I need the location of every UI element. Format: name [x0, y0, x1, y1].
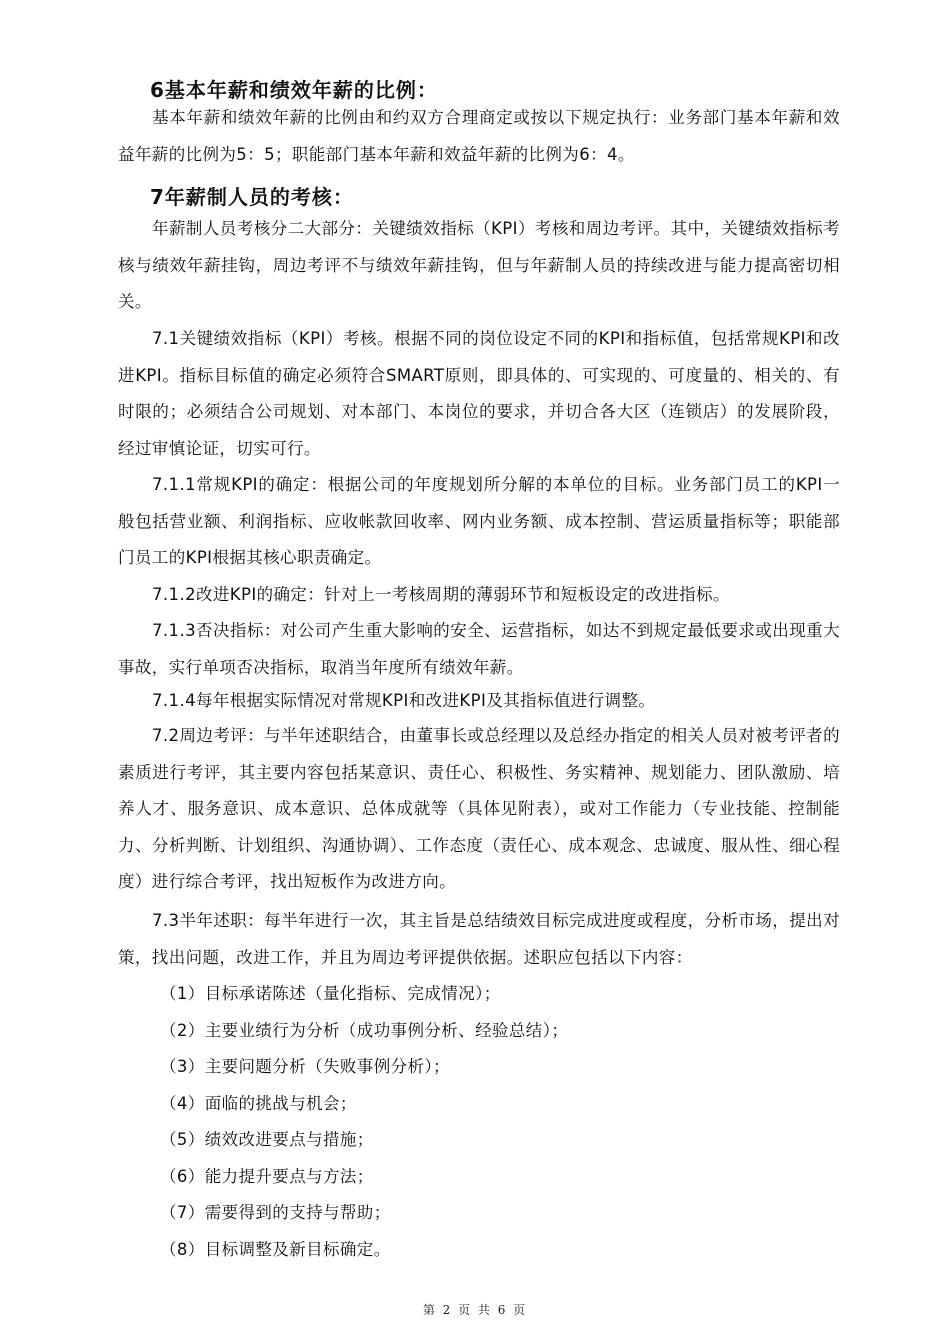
- section-7-intro-paragraph: 年薪制人员考核分二大部分：关键绩效指标（KPI）考核和周边考评。其中，关键绩效指标考核与绩效年薪挂钩，周边考评不与绩效年薪挂钩，但与年薪制人员的持续改进与能力提高密切相关。: [118, 219, 840, 311]
- section-7-1-2-paragraph: 7.1.2改进KPI的确定：针对上一考核周期的薄弱环节和短板设定的改进指标。: [152, 585, 730, 604]
- section-7-1-3-paragraph: 7.1.3否决指标：对公司产生重大影响的安全、运营指标，如达不到规定最低要求或出现重大事故，实行单项否决指标，取消当年度所有绩效年薪。: [118, 621, 840, 677]
- section-6-paragraph: 基本年薪和绩效年薪的比例由和约双方合理商定或按以下规定执行：业务部门基本年薪和效益年薪的比例为5：5；职能部门基本年薪和效益年薪的比例为6：4。: [118, 108, 840, 164]
- section-6-heading: 6基本年薪和绩效年薪的比例：: [150, 78, 438, 102]
- section-7-1-paragraph: 7.1关键绩效指标（KPI）考核。根据不同的岗位设定不同的KPI和指标值，包括常规KPI和改进KPI。指标目标值的确定必须符合SMART原则，即具体的、可实现的、可度量的、相关的、有时限的；必须结合公司规划、对本部门、本岗位的要求，并切合各大区（连锁店）的发展阶段，经过审慎论证，切实可行。: [118, 329, 840, 458]
- list-item: （8）目标调整及新目标确定。: [160, 1239, 391, 1259]
- list-item: （1）目标承诺陈述（量化指标、完成情况）；: [160, 984, 501, 1003]
- list-item: （6）能力提升要点与方法；: [160, 1166, 374, 1186]
- list-item: （5）绩效改进要点与措施；: [160, 1130, 374, 1149]
- list-item: （4）面临的挑战与机会；: [160, 1093, 357, 1113]
- debrief-content-list: [160, 976, 568, 1268]
- list-item: （7）需要得到的支持与帮助；: [160, 1203, 391, 1222]
- section-7-3-paragraph: 7.3半年述职：每半年进行一次，其主旨是总结绩效目标完成进度或程度，分析市场，提出对策，找出问题，改进工作，并且为周边考评提供依据。述职应包括以下内容：: [118, 911, 840, 967]
- list-item: （2）主要业绩行为分析（成功事例分析、经验总结）；: [160, 1020, 569, 1040]
- section-7-2-paragraph: 7.2周边考评：与半年述职结合，由董事长或总经理以及总经办指定的相关人员对被考评者的素质进行考评，其主要内容包括某意识、责任心、积极性、务实精神、规划能力、团队激励、培养人才、服务意识、成本意识、总体成就等（具体见附表），或对工作能力（专业技能、控制能力、分析判断、计划组织、沟通协调）、工作态度（责任心、成本观念、忠诚度、服从性、细心程度）进行综合考评，找出短板作为改进方向。: [118, 726, 840, 891]
- section-7-1-4-paragraph: 7.1.4每年根据实际情况对常规KPI和改进KPI及其指标值进行调整。: [152, 691, 656, 710]
- section-7-heading: 7年薪制人员的考核：: [150, 185, 354, 209]
- section-7-1-1-paragraph: 7.1.1常规KPI的确定：根据公司的年度规划所分解的本单位的目标。业务部门员工的KPI一般包括营业额、利润指标、应收帐款回收率、网内业务额、成本控制、营运质量指标等；职能部门员工的KPI根据其核心职责确定。: [118, 475, 840, 567]
- list-item: （3）主要问题分析（失败事例分析）；: [160, 1057, 450, 1076]
- page-number-footer: 第 2 页 共 6 页: [422, 1303, 528, 1317]
